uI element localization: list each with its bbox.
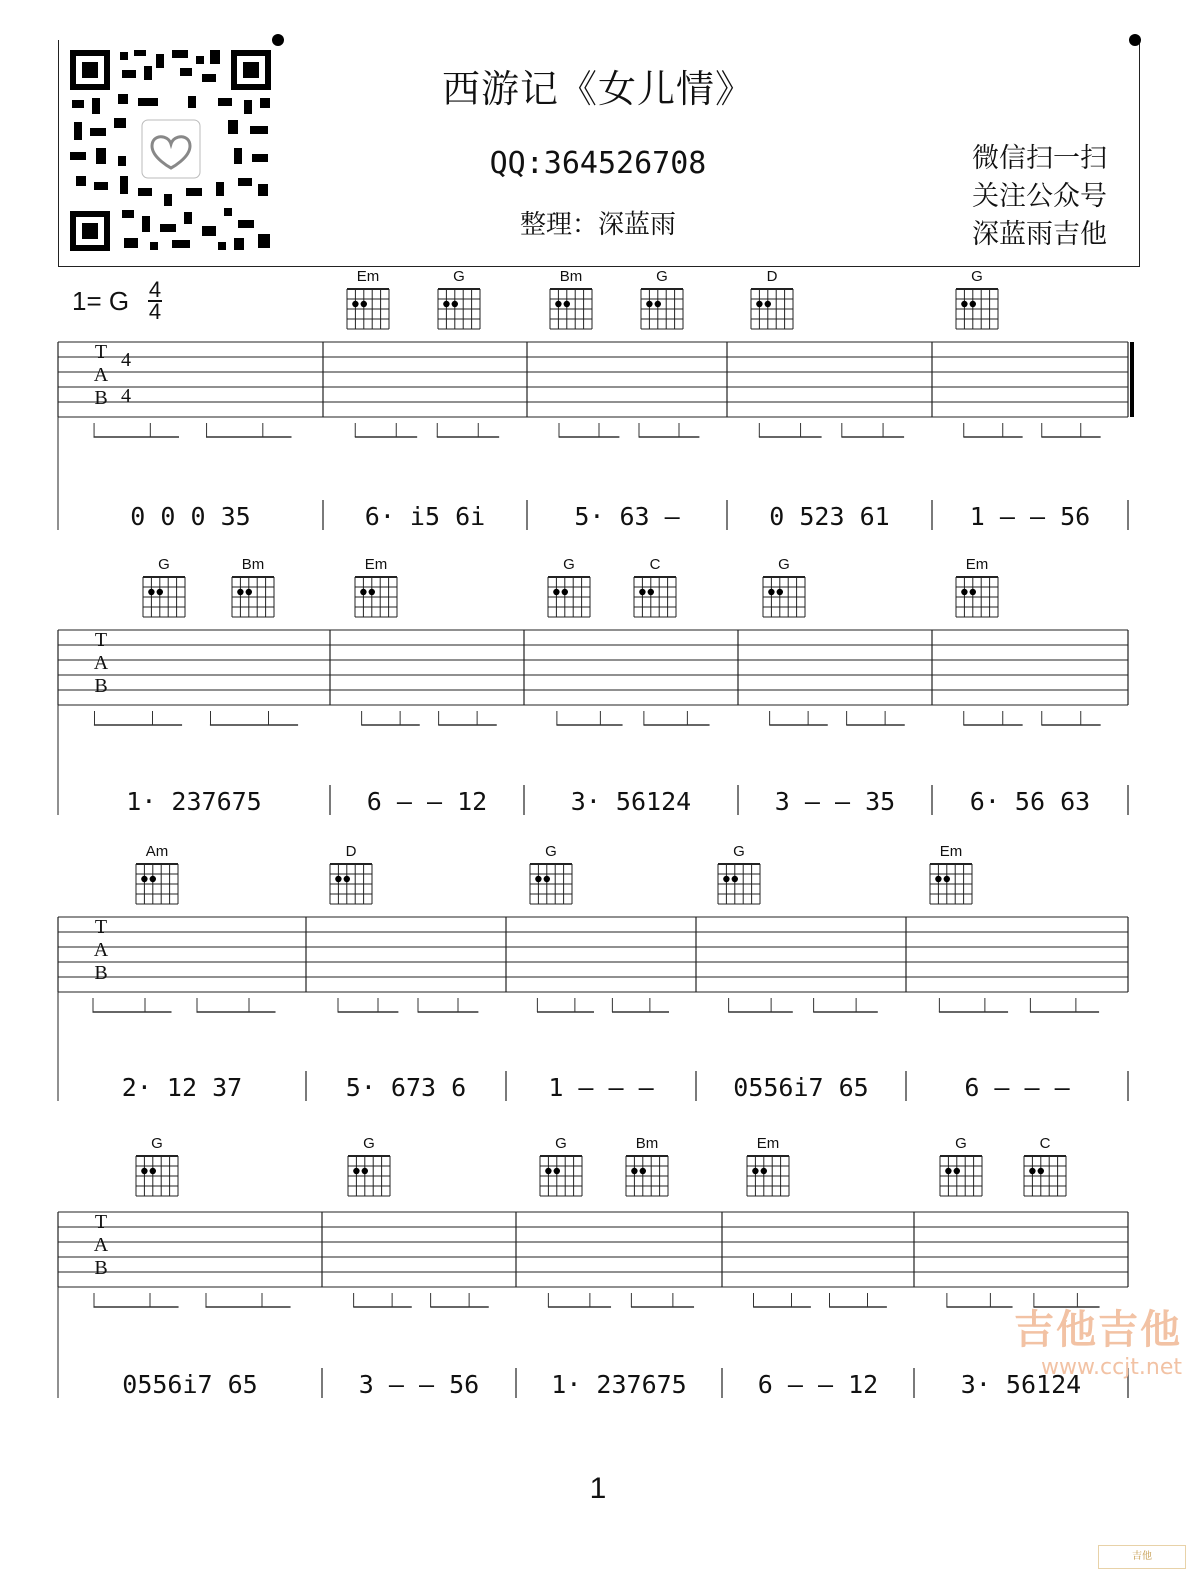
chord-finger-dot	[148, 589, 154, 595]
chord-finger-dot	[141, 876, 147, 882]
notation-measure: 6 — — 12	[757, 1370, 879, 1399]
site-watermark	[1014, 1298, 1182, 1380]
chord-name: G	[778, 556, 790, 573]
tab-clef-letter: T	[94, 1211, 108, 1233]
chord-finger-dot	[237, 589, 243, 595]
chord-name: Em	[965, 556, 989, 573]
chord-name: Bm	[241, 556, 265, 573]
notation-measure: 3 — — 56	[358, 1370, 480, 1399]
notation-measure: 0556i7 65	[733, 1073, 869, 1102]
chord-finger-dot	[141, 1168, 147, 1174]
chord-finger-dot	[443, 301, 449, 307]
chord-finger-dot	[562, 589, 568, 595]
notation-measure: 6· i5 6i	[364, 502, 486, 531]
chord-finger-dot	[361, 301, 367, 307]
chord-name: Bm	[635, 1135, 659, 1152]
chord-finger-dot	[639, 589, 645, 595]
chord-finger-dot	[761, 1168, 767, 1174]
chord-finger-dot	[369, 589, 375, 595]
chord-finger-dot	[648, 589, 654, 595]
notation-measure: 2· 12 37	[121, 1073, 243, 1102]
chord-finger-dot	[535, 876, 541, 882]
song-title: 西游记《女儿情》	[441, 67, 754, 111]
chord-finger-dot	[335, 876, 341, 882]
chord-finger-dot	[157, 589, 163, 595]
notation-measure: 1· 237675	[551, 1370, 687, 1399]
wechat-line: 深蓝雨吉他	[972, 219, 1107, 250]
tab-clef-letter: A	[93, 1234, 109, 1256]
notation-measure: 1 — — 56	[969, 502, 1091, 531]
chord-finger-dot	[765, 301, 771, 307]
chord-finger-dot	[344, 876, 350, 882]
chord-name: G	[733, 843, 745, 860]
chord-finger-dot	[970, 301, 976, 307]
chord-finger-dot	[1038, 1168, 1044, 1174]
chord-finger-dot	[1029, 1168, 1035, 1174]
chord-name: G	[151, 1135, 163, 1152]
tab-clef-letter: A	[93, 652, 109, 674]
wechat-line: 微信扫一扫	[972, 143, 1107, 174]
staff-time-top: 4	[121, 349, 131, 371]
notation-measure: 0 0 0 35	[130, 502, 251, 531]
notation-measure: 3 — — 35	[774, 787, 896, 816]
notation-measure: 5· 63 —	[574, 502, 680, 531]
chord-finger-dot	[150, 1168, 156, 1174]
notation-measure: 6 — — —	[964, 1073, 1070, 1102]
chord-finger-dot	[732, 876, 738, 882]
tab-clef-letter: T	[94, 629, 108, 651]
tab-clef-letter: A	[93, 364, 109, 386]
chord-finger-dot	[555, 301, 561, 307]
notation-measure: 0 523 61	[769, 502, 890, 531]
chord-finger-dot	[553, 589, 559, 595]
chord-finger-dot	[554, 1168, 560, 1174]
tab-clef-letter: B	[94, 962, 108, 984]
chord-finger-dot	[970, 589, 976, 595]
notation-measure: 1 — — —	[548, 1073, 654, 1102]
notation-measure: 6 — — 12	[366, 787, 488, 816]
chord-finger-dot	[544, 876, 550, 882]
key-label: 1= G	[72, 286, 130, 316]
chord-name: G	[545, 843, 557, 860]
chord-name: Em	[356, 268, 380, 285]
chord-name: Em	[939, 843, 963, 860]
chord-finger-dot	[961, 589, 967, 595]
chord-name: G	[453, 268, 465, 285]
chord-finger-dot	[756, 301, 762, 307]
chord-name: C	[1039, 1135, 1051, 1152]
chord-finger-dot	[954, 1168, 960, 1174]
chord-name: Am	[145, 843, 169, 860]
tab-clef-letter: T	[94, 341, 108, 363]
tab-clef-letter: B	[94, 387, 108, 409]
chord-finger-dot	[452, 301, 458, 307]
chord-finger-dot	[655, 301, 661, 307]
chord-finger-dot	[564, 301, 570, 307]
chord-name: G	[158, 556, 170, 573]
tab-clef-letter: T	[94, 916, 108, 938]
chord-finger-dot	[352, 301, 358, 307]
time-top: 4	[148, 277, 162, 302]
arranger-credit: 整理：深蓝雨	[519, 210, 676, 240]
chord-name: G	[555, 1135, 567, 1152]
chord-finger-dot	[246, 589, 252, 595]
chord-finger-dot	[961, 301, 967, 307]
time-bottom: 4	[148, 299, 162, 324]
chord-name: D	[345, 843, 357, 860]
chord-name: G	[363, 1135, 375, 1152]
staff-time-bottom: 4	[121, 385, 131, 407]
chord-name: Em	[364, 556, 388, 573]
notation-measure: 3· 56124	[960, 1370, 1082, 1399]
qq-number: QQ:364526708	[489, 146, 707, 181]
chord-finger-dot	[353, 1168, 359, 1174]
chord-finger-dot	[362, 1168, 368, 1174]
chord-finger-dot	[646, 301, 652, 307]
chord-finger-dot	[752, 1168, 758, 1174]
page-number: 1	[589, 1472, 607, 1505]
chord-name: Bm	[559, 268, 583, 285]
chord-finger-dot	[360, 589, 366, 595]
chord-name: G	[971, 268, 983, 285]
chord-finger-dot	[945, 1168, 951, 1174]
notation-measure: 0556i7 65	[122, 1370, 258, 1399]
chord-finger-dot	[723, 876, 729, 882]
chord-name: Em	[756, 1135, 780, 1152]
footer-logo: 吉他	[1098, 1545, 1186, 1569]
chord-name: G	[563, 556, 575, 573]
tab-clef-letter: B	[94, 675, 108, 697]
tab-clef-letter: B	[94, 1257, 108, 1279]
chord-finger-dot	[777, 589, 783, 595]
watermark-url: www.ccjt.net	[1041, 1355, 1182, 1380]
watermark-text: 吉他吉他	[1014, 1307, 1182, 1353]
chord-name: G	[656, 268, 668, 285]
wechat-line: 关注公众号	[972, 181, 1107, 212]
chord-name: G	[955, 1135, 967, 1152]
chord-finger-dot	[631, 1168, 637, 1174]
chord-finger-dot	[150, 876, 156, 882]
notation-measure: 3· 56124	[570, 787, 692, 816]
notation-measure: 6· 56 63	[969, 787, 1091, 816]
chord-finger-dot	[935, 876, 941, 882]
chord-finger-dot	[545, 1168, 551, 1174]
chord-finger-dot	[944, 876, 950, 882]
notation-measure: 5· 673 6	[345, 1073, 467, 1102]
tab-clef-letter: A	[93, 939, 109, 961]
chord-finger-dot	[768, 589, 774, 595]
notation-measure: 1· 237675	[126, 787, 262, 816]
chord-name: D	[766, 268, 778, 285]
chord-name: C	[649, 556, 661, 573]
chord-finger-dot	[640, 1168, 646, 1174]
